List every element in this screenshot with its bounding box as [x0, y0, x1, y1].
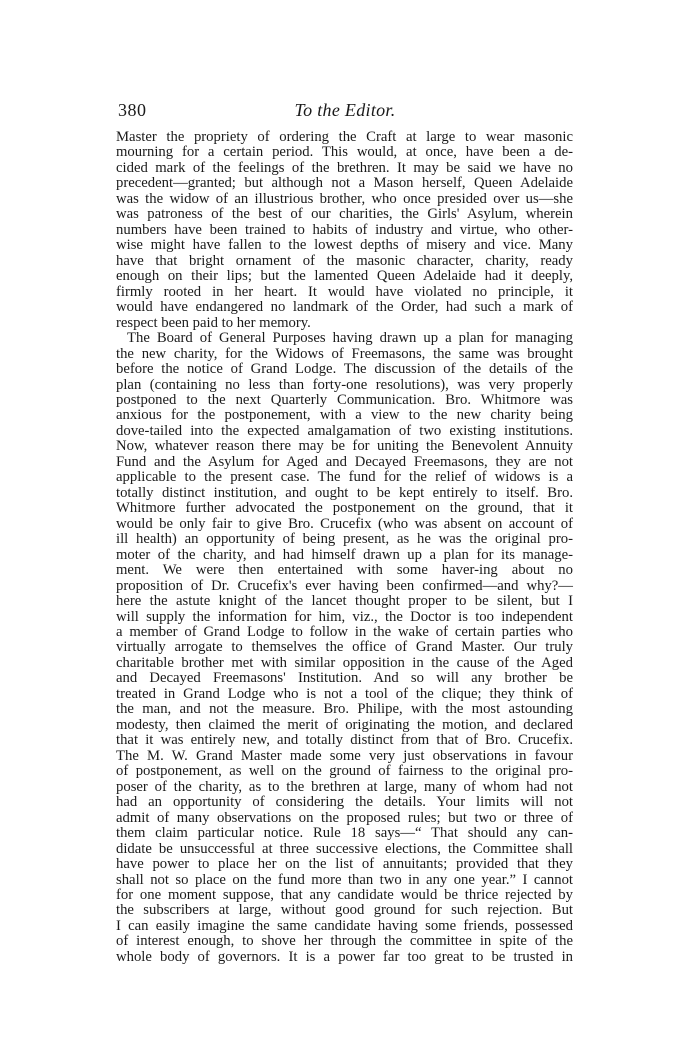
text-line: would have endangered no landmark of the Order, had such a mark of	[116, 299, 573, 316]
text-line: for one moment suppose, that any candidate would be thrice rejected by	[116, 886, 573, 903]
text-line: ment. We were then entertained with some haver-ing about no	[116, 562, 573, 579]
text-line: firmly rooted in her heart. It would have violated no principle, it	[116, 283, 573, 300]
text-line: had an opportunity of considering the details. Your limits will not	[116, 794, 573, 811]
text-line: before the notice of Grand Lodge. The discussion of the details of the	[116, 361, 573, 378]
text-line: Master the propriety of ordering the Craft at large to wear masonic	[116, 129, 573, 145]
text-line: would be only fair to give Bro. Crucefix (who was absent on account of	[116, 515, 573, 532]
text-line: whole body of governors. It is a power far too great to be trusted in	[116, 948, 573, 965]
text-line: enough on their lips; but the lamented Queen Adelaide had it deeply,	[116, 268, 573, 285]
text-line: charitable brother met with similar opposition in the cause of the Aged	[116, 654, 573, 671]
page-number: 380	[118, 100, 147, 120]
text-line: Whitmore further advocated the postponement on the ground, that it	[116, 500, 573, 517]
text-line: numbers have been trained to habits of industry and virtue, who other-	[116, 221, 573, 238]
text-line: precedent—granted; but although not a Mason herself, Queen Adelaide	[116, 175, 573, 192]
text-line: the man, and not the measure. Bro. Philipe, with the most astounding	[116, 701, 573, 718]
text-line: a member of Grand Lodge to follow in the wake of certain parties who	[116, 624, 573, 640]
text-line: was the widow of an illustrious brother, who once presided over us—she	[116, 190, 573, 207]
text-line: totally distinct institution, and ought to be kept entirely to itself. Bro.	[116, 484, 573, 501]
text-line: shall not so place on the fund more than two in any one year.” I cannot	[116, 871, 573, 888]
text-line: proposition of Dr. Crucefix's ever having been confirmed—and why?—	[116, 577, 573, 594]
text-line: was patroness of the best of our charities, the Girls' Asylum, wherein	[116, 206, 573, 223]
text-line: have power to place her on the list of annuitants; provided that they	[116, 856, 573, 873]
text-line: will supply the information for him, viz., the Doctor is too independent	[116, 608, 573, 625]
text-line: respect been paid to her memory.	[116, 314, 311, 331]
text-line: Now, whatever reason there may be for uniting the Benevolent Annuity	[116, 438, 573, 455]
text-line: The M. W. Grand Master made some very just observations in favour	[116, 747, 573, 764]
text-line: and Decayed Freemasons' Institution. And so will any brother be	[116, 670, 573, 687]
text-line: of interest enough, to shove her through the committee in spite of the	[116, 933, 573, 950]
text-line: moter of the charity, and had himself drawn up a plan for its manage-	[116, 546, 573, 563]
text-line: them claim particular notice. Rule 18 says—“ That should any can-	[116, 825, 573, 842]
text-line: poser of the charity, as to the brethren at large, many of whom had not	[116, 778, 573, 795]
text-line: dove-tailed into the expected amalgamation of two existing institutions.	[116, 422, 573, 439]
body-text	[116, 130, 573, 965]
text-line: have that bright ornament of the masonic character, charity, ready	[116, 252, 573, 269]
text-line: the subscribers at large, without good ground for such rejection. But	[116, 902, 573, 919]
text-line: that it was entirely new, and totally distinct from that of Bro. Crucefix.	[116, 732, 573, 749]
text-line: the new charity, for the Widows of Freemasons, the same was brought	[116, 345, 573, 362]
text-line: cided mark of the feelings of the brethren. It may be said we have no	[116, 159, 573, 176]
text-line: treated in Grand Lodge who is not a tool of the clique; they think of	[116, 685, 573, 702]
text-line: modesty, then claimed the merit of originating the motion, and declared	[116, 716, 573, 733]
running-head: To the Editor.	[294, 100, 396, 120]
text-line: admit of many observations on the proposed rules; but two or three of	[116, 809, 573, 826]
text-line: postponed to the next Quarterly Communication. Bro. Whitmore was	[116, 391, 573, 408]
text-line: plan (containing no less than forty-one resolutions), was very properly	[116, 376, 573, 393]
text-line: applicable to the present case. The fund for the relief of widows is a	[116, 469, 573, 486]
text-line: here the astute knight of the lancet thought proper to be silent, but I	[116, 593, 573, 610]
text-line: of postponement, as well on the ground of fairness to the original pro-	[116, 763, 573, 780]
text-line: ill health) an opportunity of being present, as he was the original pro-	[116, 531, 573, 548]
text-line: Fund and the Asylum for Aged and Decayed Freemasons, they are not	[116, 453, 573, 470]
text-line: wise might have fallen to the lowest depths of misery and vice. Many	[116, 237, 573, 254]
text-line: virtually arrogate to themselves the office of Grand Master. Our truly	[116, 639, 573, 656]
page-header	[118, 100, 572, 122]
text-line: The Board of General Purposes having drawn up a plan for managing	[127, 330, 573, 347]
text-line: mourning for a certain period. This would, at once, have been a de-	[116, 144, 573, 161]
text-line: didate be unsuccessful at three successive elections, the Committee shall	[116, 840, 573, 857]
text-line: anxious for the postponement, with a view to the new charity being	[116, 407, 573, 424]
text-line: I can easily imagine the same candidate having some friends, possessed	[116, 917, 573, 934]
